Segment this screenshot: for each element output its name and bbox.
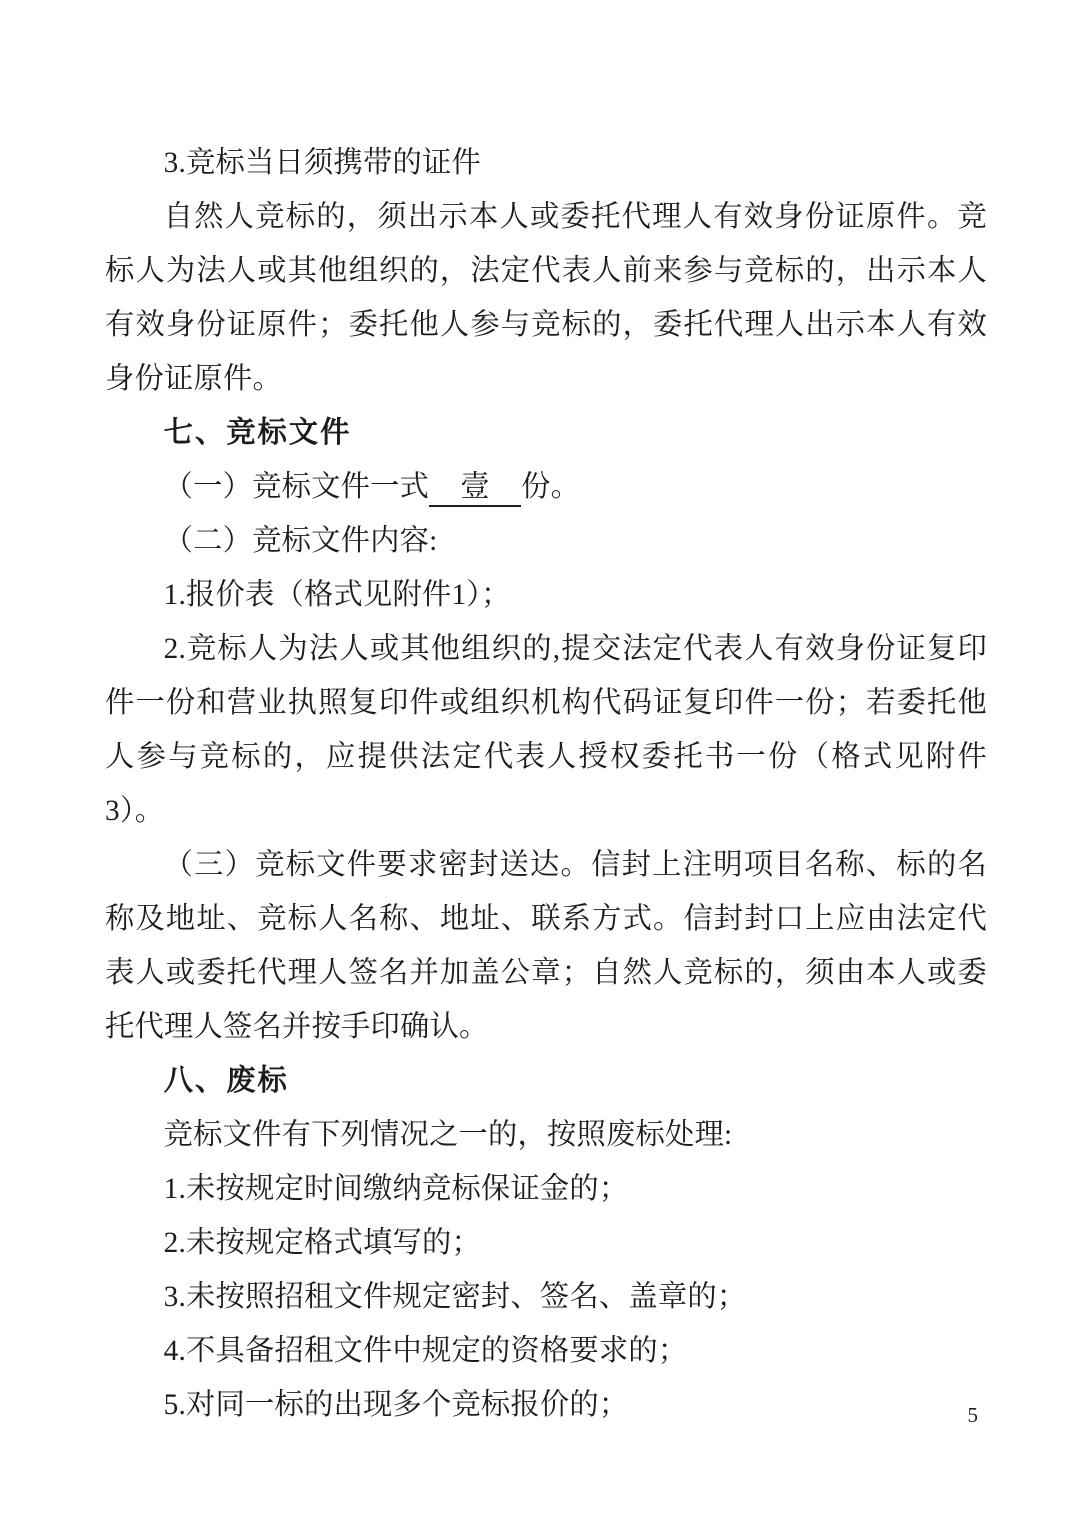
text-run: 1.报价表（格式见附件1）； xyxy=(163,579,511,611)
section-heading xyxy=(105,406,987,460)
paragraph xyxy=(105,568,987,622)
paragraph xyxy=(105,460,987,514)
text-run: 竞标文件有下列情况之一的，按照废标处理: xyxy=(163,1119,733,1151)
text-run: 七、竞标文件 xyxy=(163,416,352,449)
text-run: （一）竞标文件一式 xyxy=(163,471,430,503)
text-run: 自然人竞标的，须出示本人或委托代理人有效身份证原件。竞标人为法人或其他组织的，法定代表人前来参与竞标的，出示本人有效身份证原件；委托他人参与竞标的，委托代理人出示本人有效身份证原件。 xyxy=(105,201,987,395)
paragraph xyxy=(105,622,987,838)
page-number: 5 xyxy=(967,1403,978,1427)
text-run: 3.未按照招租文件规定密封、签名、盖章的； xyxy=(163,1281,747,1313)
section-heading xyxy=(105,1054,987,1108)
paragraph xyxy=(105,1162,987,1216)
text-run: 2.未按规定格式填写的； xyxy=(163,1227,481,1259)
text-run: 2.竞标人为法人或其他组织的,提交法定代表人有效身份证复印件一份和营业执照复印件或组织机构代码证复印件一份；若委托他人参与竞标的，应提供法定代表人授权委托书一份（格式见附件3）。 xyxy=(105,633,987,827)
text-run: 5.对同一标的出现多个竞标报价的； xyxy=(163,1389,629,1421)
document-body xyxy=(105,136,987,1432)
paragraph xyxy=(105,1108,987,1162)
text-run: 份。 xyxy=(521,471,581,503)
paragraph xyxy=(105,136,987,190)
paragraph xyxy=(105,1378,987,1432)
fill-in-blank: 壹 xyxy=(429,470,521,507)
text-run: （三）竞标文件要求密封送达。信封上注明项目名称、标的名称及地址、竞标人名称、地址、联系方式。信封封口上应由法定代表人或委托代理人签名并加盖公章；自然人竞标的，须由本人或委托代理人签名并按手印确认。 xyxy=(105,849,987,1043)
text-run: 八、废标 xyxy=(163,1064,289,1097)
text-run: （二）竞标文件内容: xyxy=(163,525,438,557)
text-run: 4.不具备招租文件中规定的资格要求的； xyxy=(163,1335,688,1367)
paragraph xyxy=(105,1216,987,1270)
paragraph xyxy=(105,838,987,1054)
paragraph xyxy=(105,1324,987,1378)
text-run: 3.竞标当日须携带的证件 xyxy=(163,147,481,179)
paragraph xyxy=(105,514,987,568)
text-run: 1.未按规定时间缴纳竞标保证金的； xyxy=(163,1173,629,1205)
paragraph xyxy=(105,1270,987,1324)
paragraph xyxy=(105,190,987,406)
